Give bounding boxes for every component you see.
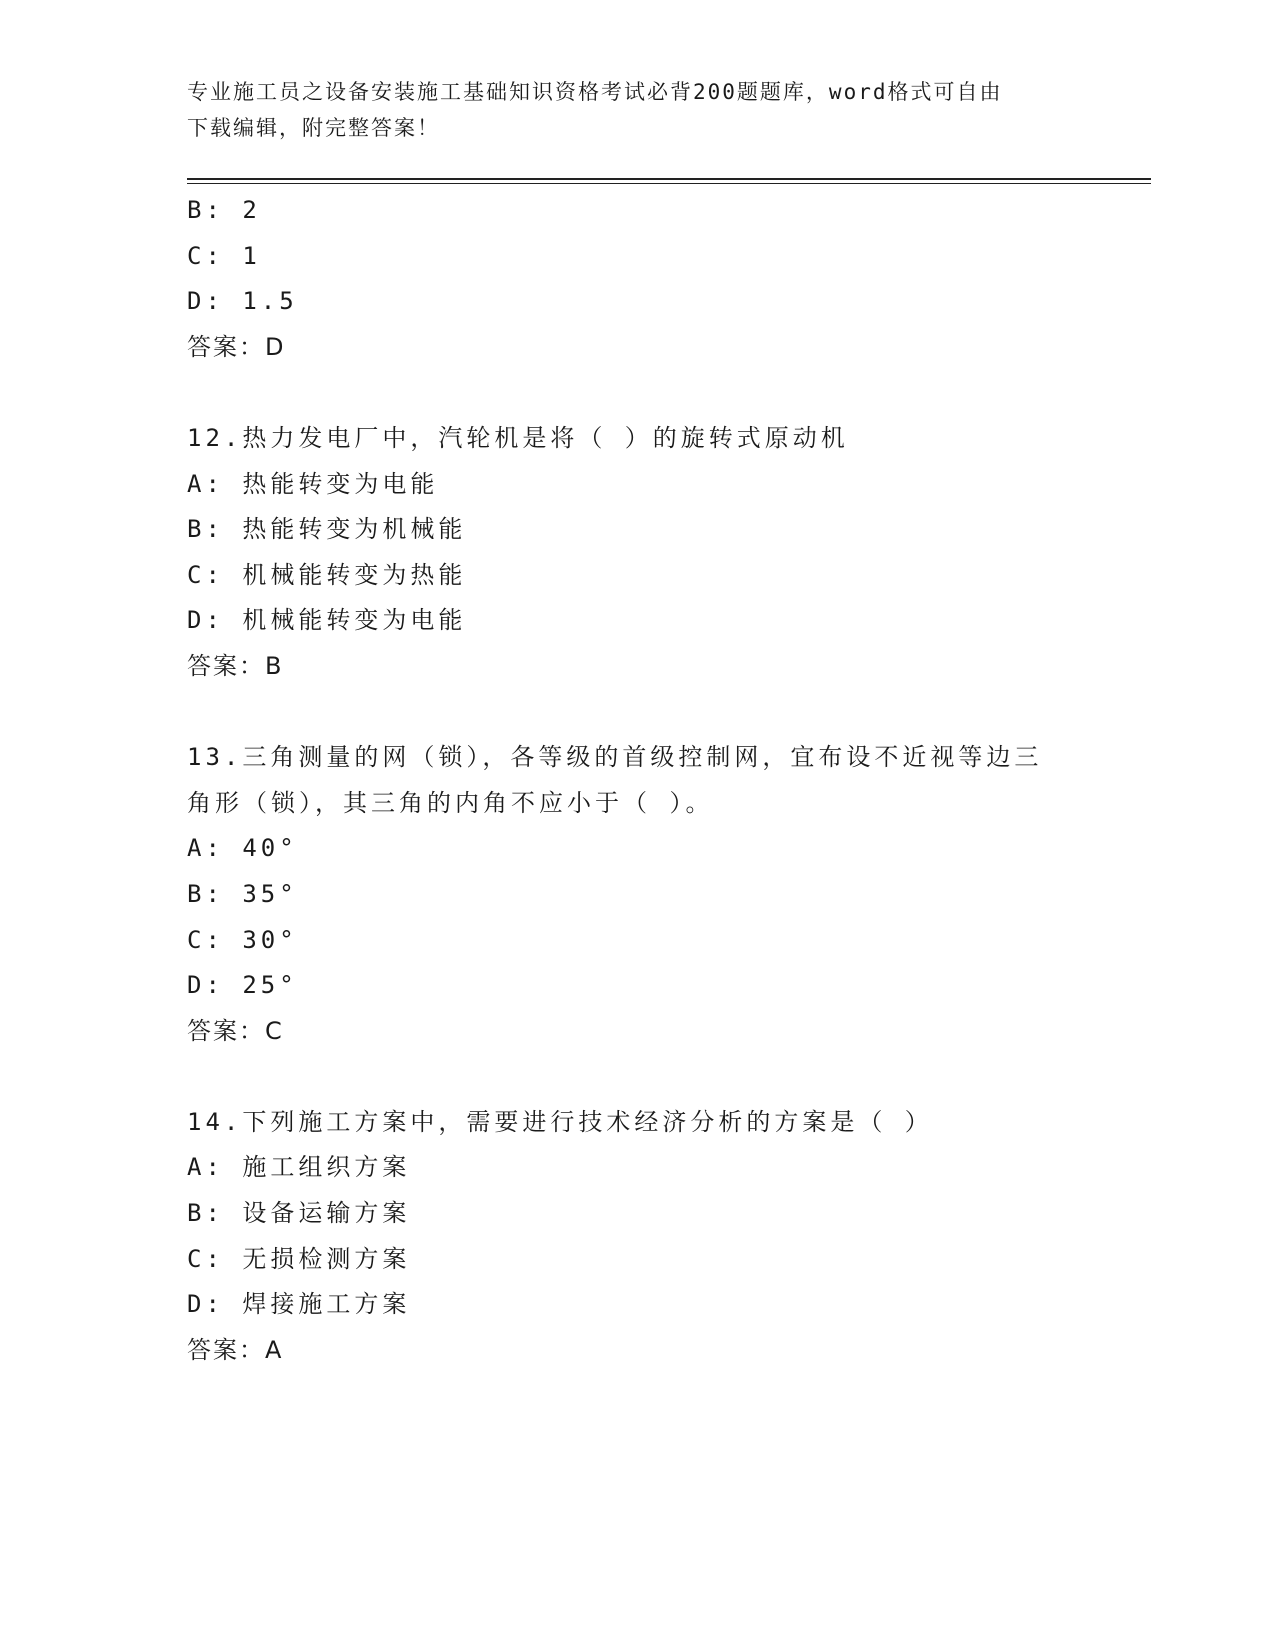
- question-list: [187, 188, 1087, 1373]
- option-c: C: 1: [187, 241, 261, 270]
- question-12: [187, 416, 1087, 690]
- spacer: [187, 1054, 1087, 1100]
- option-c: C: 无损检测方案: [187, 1244, 411, 1273]
- option-a: A: 施工组织方案: [187, 1153, 411, 1182]
- option-b: B: 35°: [187, 879, 298, 908]
- question-11-continued: [187, 188, 1087, 370]
- option-b: B: 2: [187, 196, 261, 224]
- spacer: [187, 370, 1087, 416]
- question-stem-line-2: 角形（锁），其三角的内角不应小于（ ）。: [187, 788, 714, 817]
- answer-line: 答案：B: [187, 651, 284, 680]
- option-d: D: 机械能转变为电能: [187, 606, 467, 635]
- option-d: D: 25°: [187, 971, 298, 1000]
- answer-line: 答案：C: [187, 1016, 284, 1045]
- spacer: [187, 690, 1087, 736]
- option-d: D: 焊接施工方案: [187, 1290, 411, 1319]
- option-b: B: 热能转变为机械能: [187, 515, 467, 544]
- header-divider-thick: [187, 178, 1151, 180]
- option-a: A: 热能转变为电能: [187, 469, 439, 498]
- option-c: C: 机械能转变为热能: [187, 560, 467, 589]
- document-header: [187, 74, 1087, 146]
- answer-line: 答案：A: [187, 1335, 284, 1364]
- header-divider-thin: [187, 183, 1151, 184]
- question-stem-line-1: 13.三角测量的网（锁），各等级的首级控制网，宜布设不近视等边三: [187, 743, 1043, 772]
- question-stem: 12.热力发电厂中，汽轮机是将（ ）的旋转式原动机: [187, 423, 849, 452]
- question-13: [187, 735, 1087, 1054]
- header-line-1: 专业施工员之设备安装施工基础知识资格考试必背200题题库，word格式可自由: [187, 80, 1003, 104]
- question-14: [187, 1100, 1087, 1374]
- option-a: A: 40°: [187, 834, 298, 863]
- option-c: C: 30°: [187, 925, 298, 954]
- option-d: D: 1.5: [187, 287, 298, 316]
- option-b: B: 设备运输方案: [187, 1199, 411, 1228]
- question-stem: 14.下列施工方案中，需要进行技术经济分析的方案是（ ）: [187, 1107, 933, 1136]
- answer-line: 答案：D: [187, 332, 286, 361]
- header-line-2: 下载编辑，附完整答案！: [187, 116, 440, 140]
